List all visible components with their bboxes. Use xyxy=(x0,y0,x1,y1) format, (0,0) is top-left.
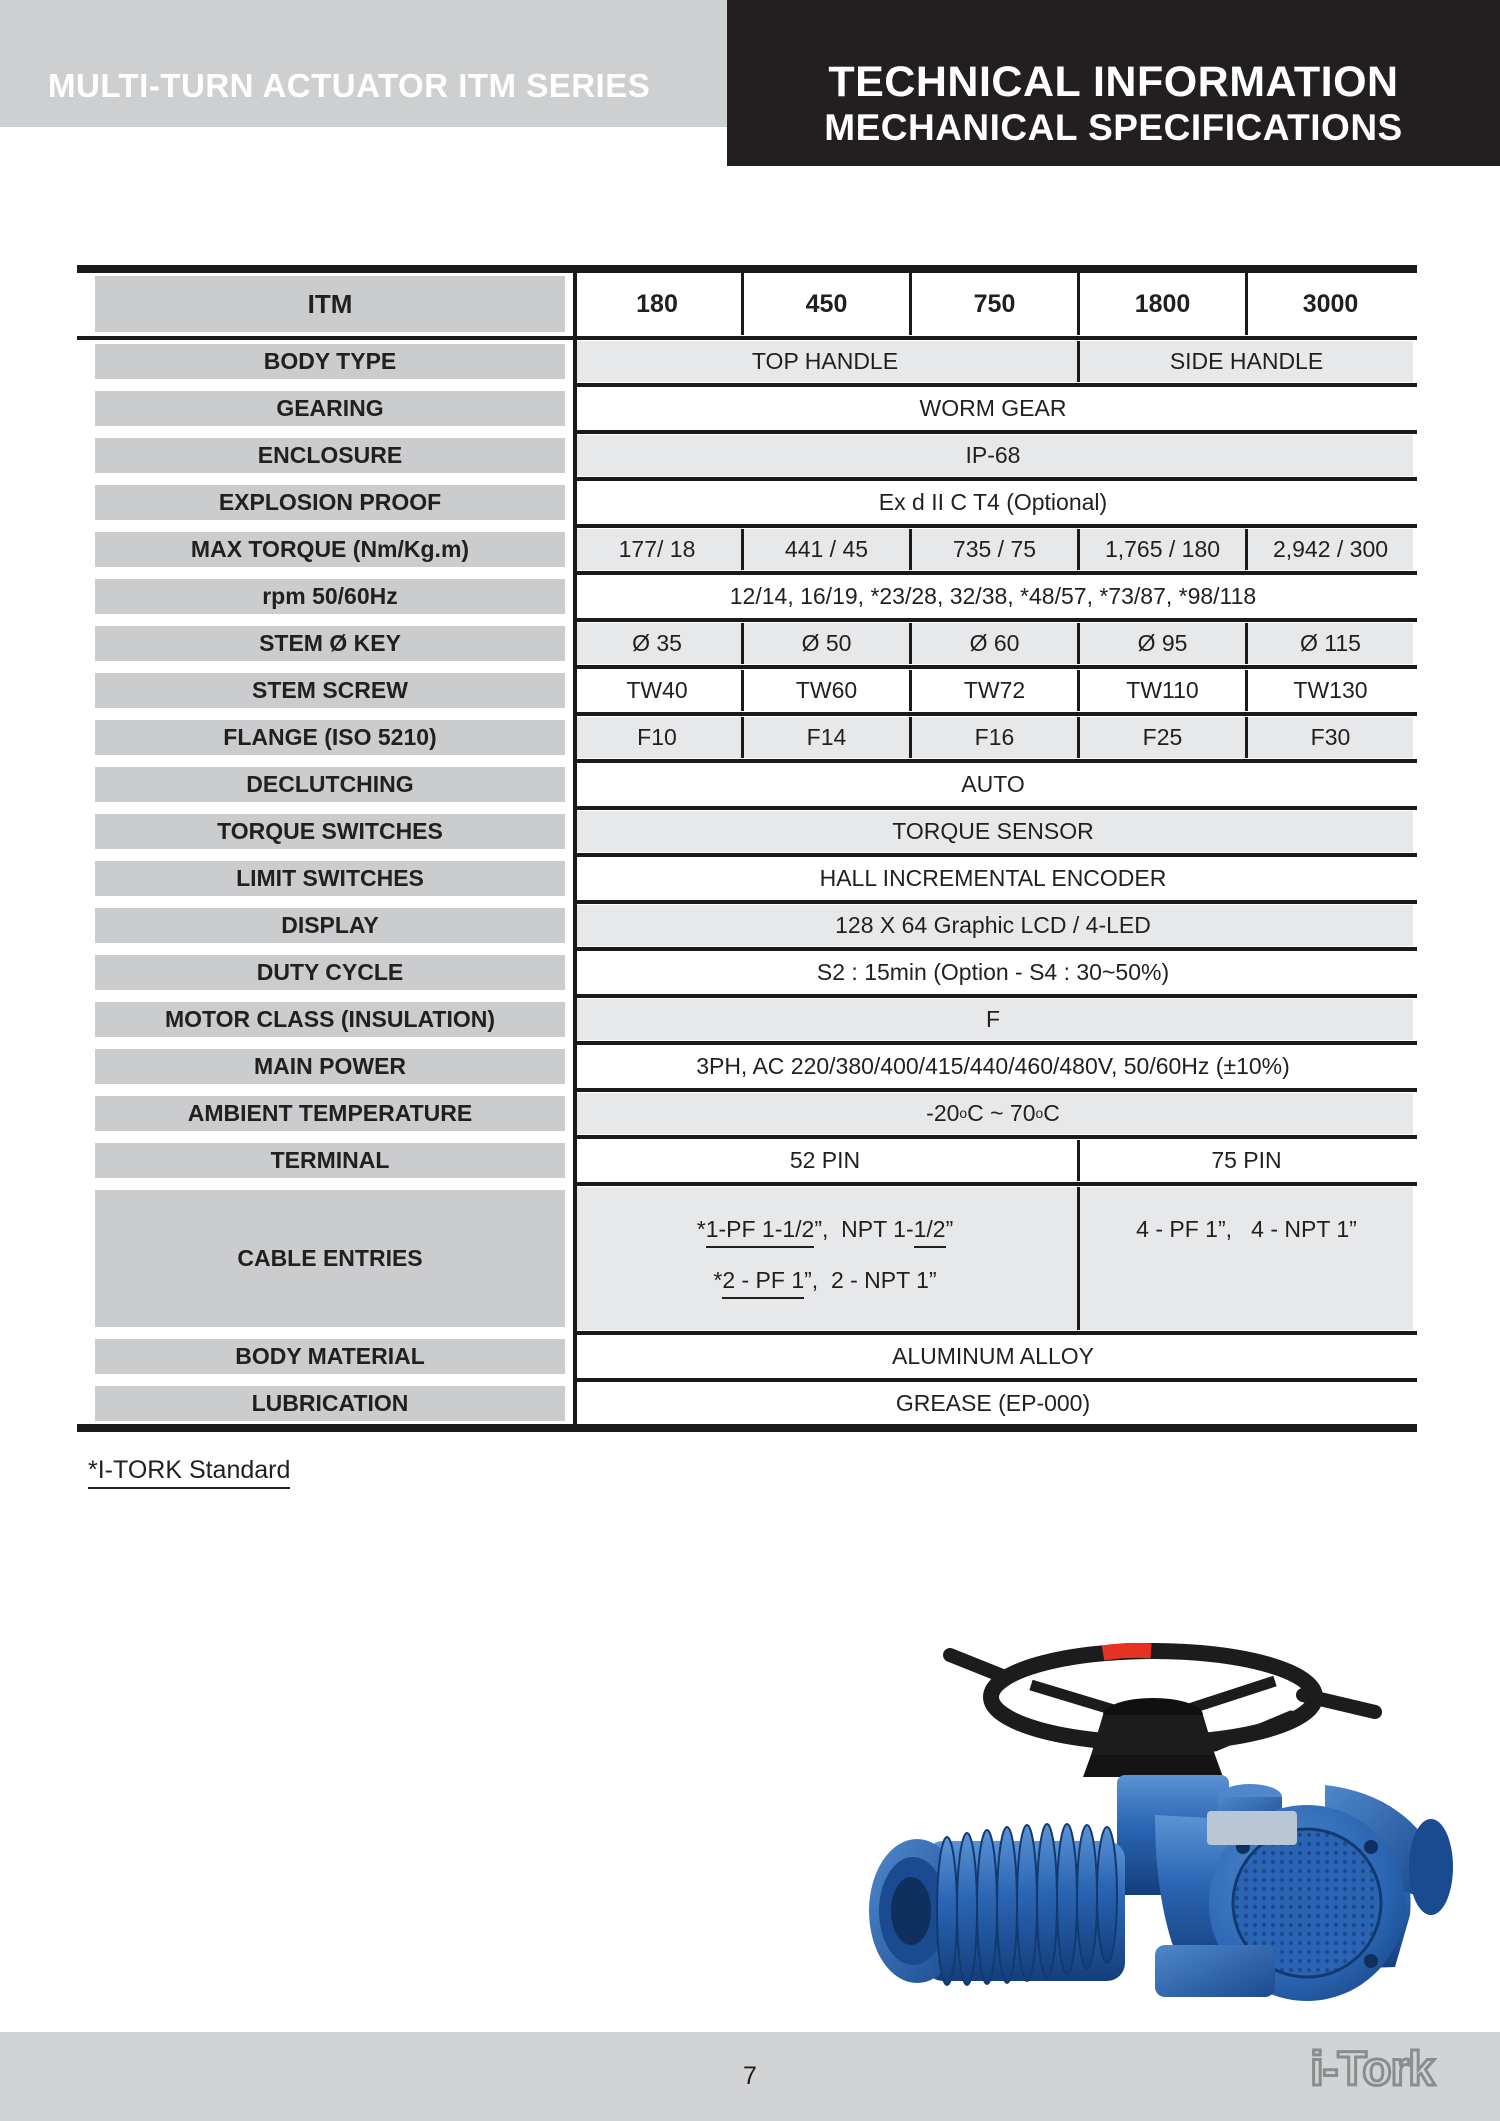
row-separator xyxy=(573,1088,1417,1092)
spec-value-cell: 177/ 18 xyxy=(618,536,696,562)
table-row xyxy=(77,1140,1417,1181)
row-label: LIMIT SWITCHES xyxy=(95,861,565,896)
row-label: DISPLAY xyxy=(95,908,565,943)
spec-value-cell: 441 / 45 xyxy=(741,529,909,570)
table-row xyxy=(77,858,1417,899)
table-row xyxy=(77,811,1417,852)
table-row xyxy=(77,482,1417,523)
text-part: -20 xyxy=(926,1100,960,1126)
row-label: MOTOR CLASS (INSULATION) xyxy=(95,1002,565,1037)
row-label: TERMINAL xyxy=(95,1143,565,1178)
spec-value-cell: Ø 50 xyxy=(741,623,909,664)
row-label: DECLUTCHING xyxy=(95,767,565,802)
table-row xyxy=(77,1187,1417,1330)
corner-cell: ITM xyxy=(95,276,565,332)
row-label: STEM Ø KEY xyxy=(95,626,565,661)
row-values xyxy=(573,529,1413,570)
table-row xyxy=(77,905,1417,946)
row-separator xyxy=(573,1041,1417,1045)
row-values xyxy=(573,858,1413,899)
motor-housing xyxy=(869,1824,1125,1985)
table-row xyxy=(77,999,1417,1040)
model-cell: 3000 xyxy=(1245,273,1413,335)
spec-value-cell: TOP HANDLE xyxy=(751,348,899,374)
row-values xyxy=(573,999,1413,1040)
row-separator xyxy=(573,853,1417,857)
spec-value-cell: F10 xyxy=(637,724,677,750)
model-cell: 450 xyxy=(741,273,909,335)
table-row xyxy=(77,576,1417,617)
row-values xyxy=(573,1336,1413,1377)
row-values xyxy=(573,1383,1413,1424)
brand-logo: i-Tork xyxy=(1310,2043,1434,2096)
spec-value-cell: Ø 60 xyxy=(909,623,1077,664)
row-separator xyxy=(573,759,1417,763)
row-separator xyxy=(573,1331,1417,1335)
spec-value-cell: AUTO xyxy=(961,771,1025,797)
text-part: * xyxy=(696,1216,706,1242)
row-label: ENCLOSURE xyxy=(95,438,565,473)
row-separator xyxy=(573,524,1417,528)
row-separator xyxy=(573,712,1417,716)
model-cell: 750 xyxy=(909,273,1077,335)
spec-value-cell xyxy=(1077,1187,1413,1330)
series-title: MULTI-TURN ACTUATOR ITM SERIES xyxy=(48,67,651,104)
row-label: BODY MATERIAL xyxy=(95,1339,565,1374)
spec-value-cell: S2 : 15min (Option - S4 : 30~50%) xyxy=(816,959,1170,985)
table-row xyxy=(77,341,1417,382)
row-values xyxy=(573,388,1413,429)
page-number: 7 xyxy=(743,2062,757,2090)
row-separator xyxy=(573,806,1417,810)
section-title: TECHNICAL INFORMATION xyxy=(828,58,1399,107)
row-label: MAIN POWER xyxy=(95,1049,565,1084)
row-separator xyxy=(573,571,1417,575)
model-header-row xyxy=(77,273,1417,335)
spec-rows xyxy=(77,341,1417,1424)
section-banner xyxy=(727,0,1500,166)
text-part: 1/2 xyxy=(914,1218,946,1248)
text-part: 1-PF 1-1/2 xyxy=(706,1218,815,1248)
table-top-border xyxy=(77,265,1417,273)
row-label: STEM SCREW xyxy=(95,673,565,708)
row-label: MAX TORQUE (Nm/Kg.m) xyxy=(95,532,565,567)
spec-table xyxy=(77,265,1417,1432)
row-values xyxy=(573,341,1413,382)
table-row xyxy=(77,717,1417,758)
spec-value-cell: TW110 xyxy=(1077,670,1245,711)
text-part: C ~ 70 xyxy=(967,1100,1036,1126)
table-row xyxy=(77,1383,1417,1424)
spec-value-cell: GREASE (EP-000) xyxy=(895,1390,1091,1416)
spec-value-cell: 1,765 / 180 xyxy=(1077,529,1245,570)
spec-value-cell: TW72 xyxy=(909,670,1077,711)
text-part: 2 - PF 1 xyxy=(722,1269,804,1299)
spec-value-cell: 735 / 75 xyxy=(909,529,1077,570)
row-label: rpm 50/60Hz xyxy=(95,579,565,614)
table-row xyxy=(77,1046,1417,1087)
spec-value-line xyxy=(1136,1211,1357,1247)
section-subtitle: MECHANICAL SPECIFICATIONS xyxy=(824,106,1403,148)
row-label: CABLE ENTRIES xyxy=(95,1190,565,1327)
row-separator xyxy=(573,1378,1417,1382)
row-values xyxy=(573,1187,1413,1330)
row-values xyxy=(573,482,1413,523)
table-row xyxy=(77,388,1417,429)
spec-value-cell: TW40 xyxy=(626,677,688,703)
table-row xyxy=(77,623,1417,664)
row-separator xyxy=(573,477,1417,481)
spec-value-cell: F16 xyxy=(909,717,1077,758)
spec-value-cell: TORQUE SENSOR xyxy=(892,818,1094,844)
spec-value-cell: WORM GEAR xyxy=(919,395,1067,421)
row-separator xyxy=(573,900,1417,904)
row-values xyxy=(573,1093,1413,1134)
model-cell: 1800 xyxy=(1077,273,1245,335)
handwheel-red-mark xyxy=(1103,1650,1151,1653)
row-values xyxy=(573,1046,1413,1087)
row-label: GEARING xyxy=(95,391,565,426)
row-values xyxy=(573,811,1413,852)
spec-value-cell: 128 X 64 Graphic LCD / 4-LED xyxy=(835,912,1151,938)
spec-value-cell: TW60 xyxy=(741,670,909,711)
spec-value-cell: Ex d II C T4 (Optional) xyxy=(878,489,1108,515)
row-label: LUBRICATION xyxy=(95,1386,565,1421)
spec-value-cell: 2,942 / 300 xyxy=(1245,529,1413,570)
row-separator xyxy=(573,618,1417,622)
header-separator xyxy=(77,336,1417,340)
row-separator xyxy=(573,430,1417,434)
actuator-product-photo xyxy=(855,1615,1455,2020)
model-header-cells xyxy=(573,273,1413,335)
table-bottom-border xyxy=(77,1424,1417,1432)
row-label: DUTY CYCLE xyxy=(95,955,565,990)
row-values xyxy=(573,1140,1413,1181)
spec-value-cell: Ø 95 xyxy=(1077,623,1245,664)
standard-footnote xyxy=(88,1456,290,1489)
text-part: ”, 2 - NPT 1” xyxy=(804,1267,937,1293)
spec-value-cell: F14 xyxy=(741,717,909,758)
spec-value-cell: Ø 35 xyxy=(632,630,682,656)
handwheel-icon xyxy=(950,1650,1375,1777)
row-label: BODY TYPE xyxy=(95,344,565,379)
spec-value-cell: HALL INCREMENTAL ENCODER xyxy=(819,865,1167,891)
row-values xyxy=(573,435,1413,476)
row-values xyxy=(573,905,1413,946)
table-column-divider xyxy=(573,273,577,1424)
row-label: TORQUE SWITCHES xyxy=(95,814,565,849)
model-cell: 180 xyxy=(636,289,678,318)
row-label: FLANGE (ISO 5210) xyxy=(95,720,565,755)
row-label: AMBIENT TEMPERATURE xyxy=(95,1096,565,1131)
table-row xyxy=(77,529,1417,570)
table-row xyxy=(77,952,1417,993)
spec-value-cell: 3PH, AC 220/380/400/415/440/460/480V, 50/60Hz (±10%) xyxy=(696,1053,1290,1079)
spec-value-cell: F xyxy=(985,1006,1001,1032)
spec-value-cell: IP-68 xyxy=(965,442,1021,468)
row-separator xyxy=(573,1182,1417,1186)
table-row xyxy=(77,435,1417,476)
standard-footnote-text: *I-TORK Standard xyxy=(88,1456,290,1489)
row-values xyxy=(573,717,1413,758)
row-label: EXPLOSION PROOF xyxy=(95,485,565,520)
spec-value-line xyxy=(713,1262,936,1299)
row-separator xyxy=(573,1135,1417,1139)
row-separator xyxy=(573,383,1417,387)
text-part: ” xyxy=(945,1216,954,1242)
text-part: C xyxy=(1043,1100,1060,1126)
spec-value-cell: F25 xyxy=(1077,717,1245,758)
table-row xyxy=(77,764,1417,805)
row-separator xyxy=(573,947,1417,951)
row-values xyxy=(573,670,1413,711)
spec-value-cell: -20 o C ~ 70 o C xyxy=(926,1100,1060,1126)
table-row xyxy=(77,1093,1417,1134)
row-separator xyxy=(573,994,1417,998)
spec-value-cell: ALUMINUM ALLOY xyxy=(892,1343,1094,1369)
spec-value-cell: 52 PIN xyxy=(789,1147,861,1173)
row-values xyxy=(573,952,1413,993)
spec-value-cell: TW130 xyxy=(1245,670,1413,711)
row-values xyxy=(573,623,1413,664)
text-part: 4 - PF 1”, 4 - NPT 1” xyxy=(1136,1216,1357,1242)
row-values xyxy=(573,764,1413,805)
spec-value-cell: 75 PIN xyxy=(1077,1140,1413,1181)
text-part: ”, NPT 1- xyxy=(814,1216,914,1242)
spec-value-cell: Ø 115 xyxy=(1245,623,1413,664)
table-row xyxy=(77,1336,1417,1377)
spec-value-line xyxy=(697,1211,954,1248)
row-values xyxy=(573,576,1413,617)
series-banner xyxy=(0,0,757,127)
spec-value-cell: SIDE HANDLE xyxy=(1077,341,1413,382)
spec-value-cell: 12/14, 16/19, *23/28, 32/38, *48/57, *73/87, *98/118 xyxy=(729,583,1257,609)
spec-value-cell xyxy=(573,1187,1077,1330)
table-row xyxy=(77,670,1417,711)
spec-value-cell: F30 xyxy=(1245,717,1413,758)
text-part: * xyxy=(713,1267,723,1293)
row-separator xyxy=(573,665,1417,669)
